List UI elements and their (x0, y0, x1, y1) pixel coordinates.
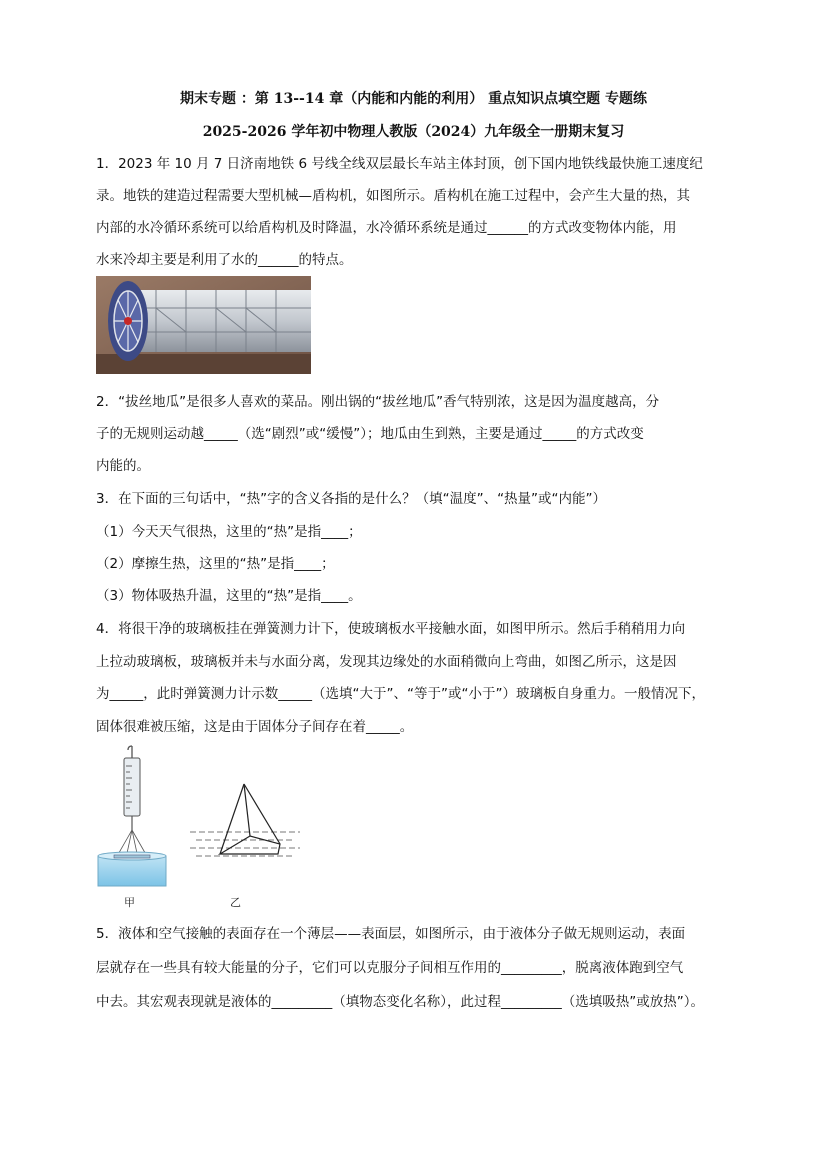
q3-item-1: （1）今天天气很热，这里的“热”是指____； (96, 524, 362, 540)
q3-item-2: （2）摩擦生热，这里的“热”是指____； (96, 556, 335, 572)
q5-line-2: 层就存在一些具有较大能量的分子，它们可以克服分子间相互作用的_________，脱离液体跑到空气 (96, 960, 684, 976)
q1-line-4: 水来冷却主要是利用了水的______的特点。 (96, 252, 353, 268)
q2-line-2: 子的无规则运动越_____（选“剧烈”或“缓慢”）；地瓜由生到熟，主要是通过_____的方式改变 (96, 426, 644, 442)
q2-line-3: 内能的。 (96, 458, 150, 474)
q5-line-1: 5．液体和空气接触的表面存在一个薄层——表面层，如图所示，由于液体分子做无规则运动，表面 (96, 926, 686, 942)
tunnel-boring-machine-photo (96, 276, 311, 374)
q1-line-3: 内部的水冷循环系统可以给盾构机及时降温，水冷循环系统是通过______的方式改变物体内能，用 (96, 220, 677, 236)
q1-line-2: 录。地铁的建造过程需要大型机械—盾构机，如图所示。盾构机在施工过程中，会产生大量的热，其 (96, 188, 690, 204)
q2-line-1: 2．“拔丝地瓜”是很多人喜欢的菜品。刚出锅的“拔丝地瓜”香气特别浓，这是因为温度越高，分 (96, 394, 660, 410)
q4-line-1: 4．将很干净的玻璃板挂在弹簧测力计下，使玻璃板水平接触水面，如图甲所示。然后手稍稍用力向 (96, 621, 686, 637)
glass-plate-pyramid-figure (190, 778, 300, 868)
q1-line-1: 1．2023 年 10 月 7 日济南地铁 6 号线全线双层最长车站主体封顶，创下国内地铁线最快施工速度纪 (96, 156, 703, 172)
q4-line-2: 上拉动玻璃板，玻璃板并未与水面分离，发现其边缘处的水面稍微向上弯曲，如图乙所示，这是因 (96, 654, 677, 670)
q4-line-4: 固体很难被压缩，这是由于固体分子间存在着_____。 (96, 719, 414, 735)
q4-line-3: 为_____，此时弹簧测力计示数_____（选填“大于”、“等于”或“小于”）玻璃板自身重力。一般情况下， (96, 686, 705, 702)
q5-line-3: 中去。其宏观表现就是液体的_________（填物态变化名称），此过程_________（选填吸热”或放热”）。 (96, 994, 704, 1010)
worksheet-title: 期末专题 ：第 13--14 章（内能和内能的利用） 重点知识点填空题 专题练 (180, 91, 647, 107)
q3-item-3: （3）物体吸热升温，这里的“热”是指____。 (96, 588, 362, 604)
figure-b-caption: 乙 (230, 896, 241, 909)
figure-a-caption: 甲 (124, 896, 135, 909)
spring-scale-figure (94, 744, 174, 890)
q3-line-1: 3．在下面的三句话中，“热”字的含义各指的是什么？（填“温度”、“热量”或“内能”） (96, 491, 607, 507)
worksheet-subtitle: 2025-2026 学年初中物理人教版（2024）九年级全一册期末复习 (202, 124, 625, 140)
